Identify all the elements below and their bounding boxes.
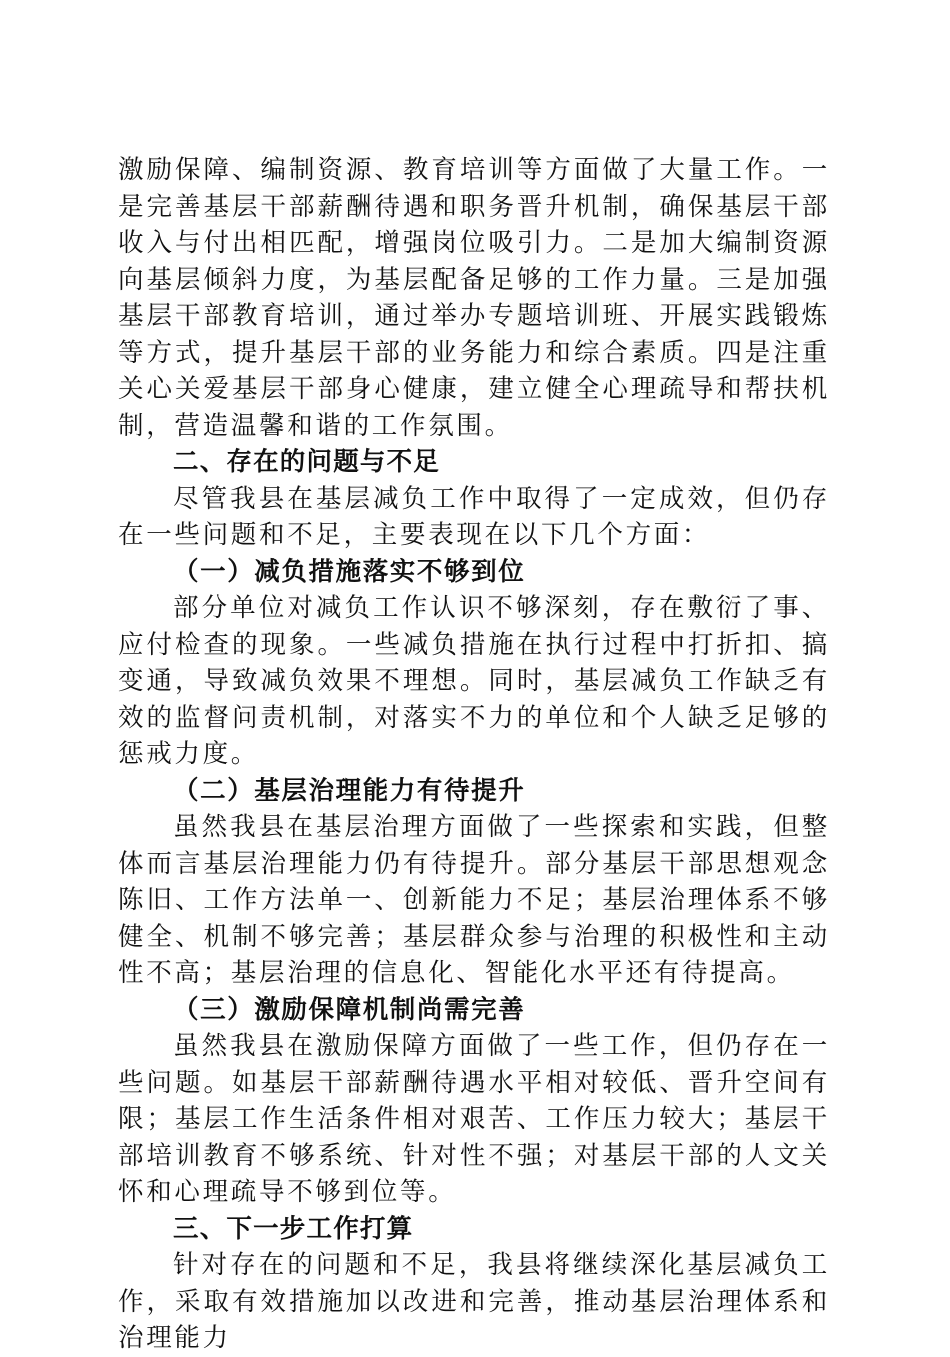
subheading-governance: （二）基层治理能力有待提升 [173, 775, 526, 806]
paragraph-problems-intro: 尽管我县在基层减负工作中取得了一定成效，但仍存在一些问题和不足，主要表现在以下几个方面： [118, 483, 830, 550]
section-heading-problems: 二、存在的问题与不足 [173, 447, 441, 477]
subheading-incentives: （三）激励保障机制尚需完善 [173, 994, 526, 1025]
paragraph-measures: 部分单位对减负工作认识不够深刻，存在敷衍了事、应付检查的现象。一些减负措施在执行过程中打折扣、搞变通，导致减负效果不理想。同时，基层减负工作缺乏有效的监督问责机制，对落实不力的单位和个人缺乏足够的惩戒力度。 [118, 593, 830, 769]
paragraph-next-steps: 针对存在的问题和不足，我县将继续深化基层减负工作，采取有效措施加以改进和完善，推动基层治理体系和治理能力 [118, 1250, 830, 1353]
paragraph-incentives: 虽然我县在激励保障方面做了一些工作，但仍存在一些问题。如基层干部薪酬待遇水平相对较低、晋升空间有限；基层工作生活条件相对艰苦、工作压力较大；基层干部培训教育不够系统、针对性不强；对基层干部的人文关怀和心理疏导不够到位等。 [118, 1031, 830, 1207]
document-body [118, 152, 830, 1357]
paragraph-governance: 虽然我县在基层治理方面做了一些探索和实践，但整体而言基层治理能力仍有待提升。部分基层干部思想观念陈旧、工作方法单一、创新能力不足；基层治理体系不够健全、机制不够完善；基层群众参与治理的积极性和主动性不高；基层治理的信息化、智能化水平还有待提高。 [118, 812, 830, 988]
paragraph-continuation: 激励保障、编制资源、教育培训等方面做了大量工作。一是完善基层干部薪酬待遇和职务晋升机制，确保基层干部收入与付出相匹配，增强岗位吸引力。二是加大编制资源向基层倾斜力度，为基层配备足够的工作力量。三是加强基层干部教育培训，通过举办专题培训班、开展实践锻炼等方式，提升基层干部的业务能力和综合素质。四是注重关心关爱基层干部身心健康，建立健全心理疏导和帮扶机制，营造温馨和谐的工作氛围。 [118, 155, 830, 441]
subheading-measures: （一）减负措施落实不够到位 [173, 556, 526, 587]
section-heading-next-steps: 三、下一步工作打算 [173, 1213, 414, 1244]
